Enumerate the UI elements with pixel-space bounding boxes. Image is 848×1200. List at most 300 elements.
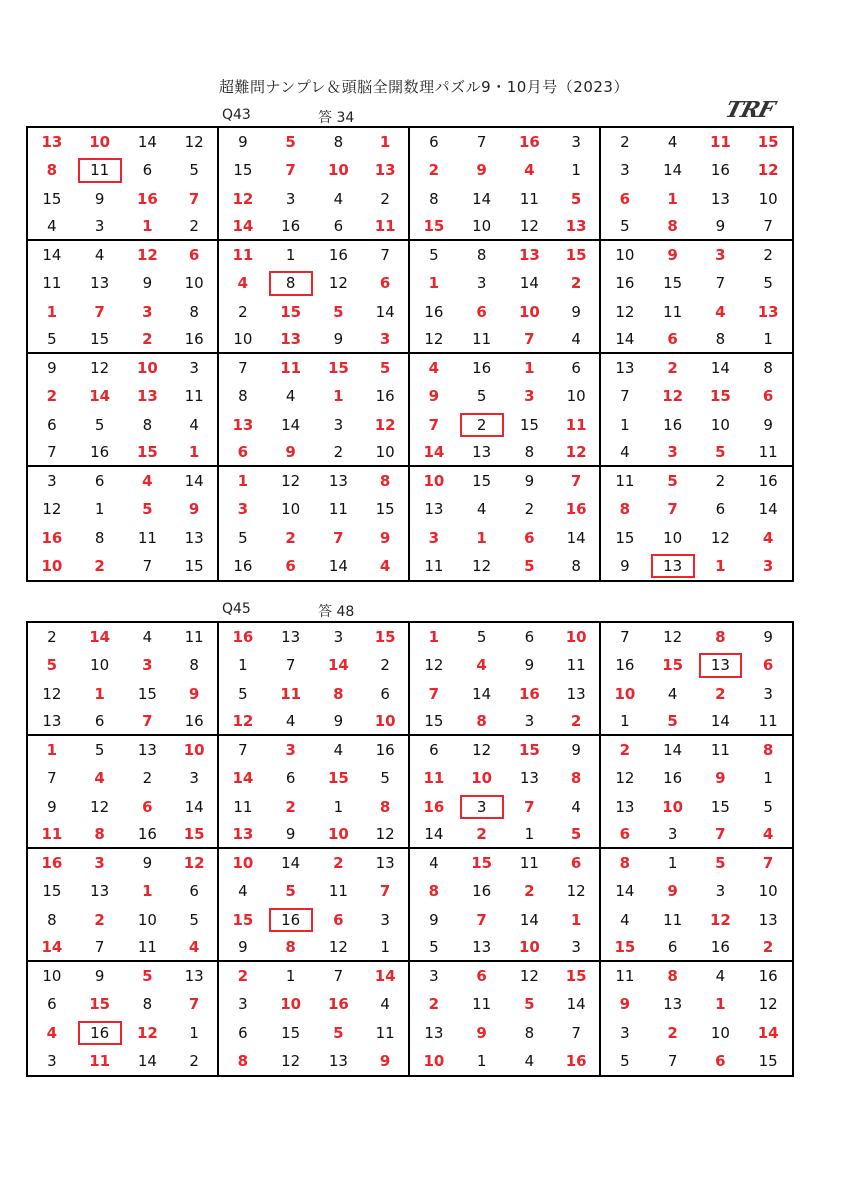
grid-cell: 6: [553, 849, 601, 877]
grid-cell: 7: [142, 556, 153, 575]
grid-cell: 2: [428, 995, 440, 1014]
grid-cell: 1: [715, 995, 726, 1014]
grid-cell: 15: [601, 934, 649, 962]
grid-cell: 11: [42, 274, 62, 293]
grid-cell: 13: [518, 246, 540, 265]
grid-cell: 4: [667, 684, 678, 703]
grid-cell: 15: [663, 274, 683, 293]
grid-cell: 3: [553, 128, 601, 156]
grid-cell: 2: [458, 821, 506, 849]
grid-cell: 13: [424, 500, 444, 519]
grid-cell: 13: [267, 326, 315, 354]
grid-cell: 10: [362, 708, 410, 736]
grid-cell: 1: [285, 246, 296, 265]
grid-cell: 11: [423, 769, 445, 788]
page-title: 超難問ナンプレ＆頭脳全開数理パズル9・10月号（2023）: [219, 78, 629, 96]
grid-cell: 14: [472, 684, 492, 703]
grid-cell: 5: [476, 628, 487, 647]
grid-cell: 7: [762, 854, 774, 873]
grid-cell: 15: [709, 387, 731, 406]
grid-cell: 9: [667, 882, 678, 901]
grid-cell: 13: [615, 797, 635, 816]
grid-cell: 13: [328, 472, 348, 491]
grid-cell: 1: [667, 854, 678, 873]
grid-cell: 2: [763, 246, 773, 265]
grid-cell: 4: [142, 628, 153, 647]
grid-cell: 4: [94, 769, 105, 788]
grid-cell: 3: [362, 326, 410, 354]
grid-cell: 10: [232, 854, 254, 873]
grid-cell: 7: [171, 185, 219, 213]
grid-cell: 11: [744, 439, 792, 467]
grid-cell: 12: [42, 500, 62, 519]
grid-cell: 15: [553, 962, 601, 990]
grid-cell: 16: [124, 821, 172, 849]
grid-cell: 13: [41, 133, 63, 152]
grid-cell: 2: [315, 439, 363, 467]
grid-cell: 16: [327, 995, 349, 1014]
grid-cell: 4: [524, 161, 535, 180]
grid-cell: 2: [362, 185, 410, 213]
grid-cell: 14: [410, 821, 458, 849]
grid-cell: 4: [237, 274, 249, 293]
grid-cell: 6: [219, 439, 267, 467]
grid-cell: 14: [553, 524, 601, 552]
grid-cell: 6: [715, 1051, 726, 1070]
grid-cell: 6: [285, 556, 296, 575]
grid-cell: 14: [327, 656, 349, 675]
grid-cell: 9: [142, 854, 153, 873]
grid-cell: 2: [667, 1023, 678, 1042]
grid-cell: 14: [89, 387, 111, 406]
grid-cell: 3: [285, 741, 296, 760]
grid-cell: 6: [76, 708, 124, 736]
answer-label-2: 答 48: [318, 604, 355, 620]
grid-cell: 12: [362, 411, 410, 439]
grid-cell: 6: [47, 995, 57, 1014]
grid-cell: 16: [41, 528, 63, 547]
grid-cell: 5: [333, 302, 344, 321]
grid-cell: 7: [553, 1019, 601, 1047]
grid-cell: 12: [709, 910, 731, 929]
grid-cell: 12: [710, 528, 730, 547]
grid-cell: 9: [715, 769, 726, 788]
grid-cell: 4: [171, 411, 219, 439]
grid-cell: 15: [327, 769, 349, 788]
grid-cell: 6: [649, 326, 697, 354]
grid-cell: 11: [362, 1019, 410, 1047]
grid-cell: 6: [142, 797, 153, 816]
grid-cell: 10: [758, 882, 778, 901]
grid-cell: 16: [136, 189, 158, 208]
grid-cell: 3: [94, 854, 105, 873]
grid-cell: 1: [333, 387, 344, 406]
grid-cell: 12: [615, 769, 635, 788]
grid-cell: 16: [615, 656, 635, 675]
grid-cell: 16: [76, 439, 124, 467]
grid-cell: 15: [124, 439, 172, 467]
grid-cell: 10: [90, 656, 110, 675]
grid-cell: 10: [281, 500, 301, 519]
grid-cell: 11: [328, 882, 348, 901]
grid-cell: 5: [171, 906, 219, 934]
grid-cell: 3: [362, 906, 410, 934]
grid-cell: 14: [553, 990, 601, 1018]
grid-cell: 16: [232, 628, 254, 647]
grid-cell: 2: [524, 500, 535, 519]
grid-cell: 3: [762, 556, 774, 575]
grid-cell: 16: [41, 854, 63, 873]
grid-cell: 10: [553, 623, 601, 651]
grid-cell: 5: [94, 415, 105, 434]
grid-cell: 8: [506, 439, 554, 467]
grid-cell: 3: [620, 1023, 630, 1042]
grid-cell: 15: [171, 552, 219, 580]
grid-cell: 11: [280, 684, 302, 703]
grid-cell: 5: [667, 472, 678, 491]
grid-cell: 1: [94, 500, 105, 519]
grid-cell: 5: [46, 656, 58, 675]
grid-cell: 10: [280, 995, 302, 1014]
grid-cell: 1: [428, 628, 440, 647]
grid-cell: 6: [649, 934, 697, 962]
grid-cell: 10: [362, 439, 410, 467]
grid-cell: 13: [649, 552, 697, 580]
grid-cell: 14: [137, 1051, 157, 1070]
grid-cell: 11: [472, 995, 492, 1014]
grid-cell: 9: [429, 910, 439, 929]
grid-cell: 11: [615, 472, 635, 491]
grid-cell: 11: [663, 302, 683, 321]
grid-cell: 5: [410, 934, 458, 962]
grid-cell: 5: [601, 213, 649, 241]
grid-cell: 7: [744, 213, 792, 241]
grid-cell: 1: [171, 439, 219, 467]
grid-cell: 1: [553, 906, 601, 934]
grid-cell: 7: [333, 967, 344, 986]
grid-cell: 5: [697, 439, 745, 467]
grid-cell: 3: [333, 628, 344, 647]
grid-cell: 16: [362, 382, 410, 410]
grid-cell: 3: [506, 708, 554, 736]
grid-cell: 1: [620, 415, 630, 434]
grid-cell: 9: [362, 524, 410, 552]
grid-cell: 8: [428, 882, 440, 901]
grid-cell: 8: [619, 854, 631, 873]
grid-cell: 7: [428, 684, 440, 703]
grid-cell: 3: [553, 934, 601, 962]
grid-cell: 1: [553, 156, 601, 184]
grid-cell: 16: [553, 1047, 601, 1075]
grid-cell: 16: [518, 684, 540, 703]
grid-cell: 13: [615, 359, 635, 378]
grid-cell: 6: [362, 269, 410, 297]
grid-cell: 12: [136, 1023, 158, 1042]
grid-cell: 3: [458, 793, 506, 821]
grid-cell: 7: [238, 741, 248, 760]
grid-cell: 5: [715, 854, 726, 873]
grid-cell: 10: [615, 246, 635, 265]
grid-cell: 1: [142, 882, 153, 901]
grid-cell: 16: [758, 967, 778, 986]
grid-cell: 1: [476, 528, 487, 547]
grid-cell: 7: [476, 133, 487, 152]
grid-cell: 10: [518, 302, 540, 321]
grid-cell: 9: [620, 556, 630, 575]
grid-cell: 15: [42, 189, 62, 208]
grid-cell: 3: [524, 387, 535, 406]
grid-cell: 4: [46, 1023, 58, 1042]
grid-cell: 12: [219, 708, 267, 736]
grid-cell: 8: [171, 651, 219, 679]
grid-cell: 3: [649, 439, 697, 467]
grid-cell: 7: [47, 769, 57, 788]
grid-cell: 2: [667, 359, 678, 378]
grid-cell: 7: [476, 910, 487, 929]
grid-cell: 3: [142, 302, 153, 321]
grid-cell: 9: [667, 246, 678, 265]
grid-cell: 11: [744, 708, 792, 736]
grid-cell: 10: [89, 133, 111, 152]
grid-cell: 6: [476, 967, 487, 986]
grid-cell: 15: [233, 161, 253, 180]
grid-cell: 14: [757, 1023, 779, 1042]
grid-cell: 4: [601, 439, 649, 467]
grid-cell: 15: [280, 302, 302, 321]
grid-cell: 8: [267, 934, 315, 962]
grid-cell: 16: [328, 246, 348, 265]
grid-cell: 6: [476, 302, 487, 321]
question-label-2: Q45: [222, 601, 251, 617]
grid-cell: 4: [362, 990, 410, 1018]
grid-cell: 11: [519, 854, 539, 873]
grid-cell: 13: [553, 680, 601, 708]
grid-cell: 4: [715, 302, 726, 321]
grid-cell: 9: [697, 213, 745, 241]
grid-cell: 2: [744, 934, 792, 962]
grid-cell: 1: [237, 472, 249, 491]
grid-cell: 9: [94, 967, 105, 986]
question-label-1: Q43: [222, 107, 251, 123]
grid-cell: 14: [697, 708, 745, 736]
grid-cell: 9: [763, 628, 773, 647]
grid-cell: 1: [506, 821, 554, 849]
grid-cell: 16: [472, 359, 492, 378]
grid-cell: 14: [601, 326, 649, 354]
grid-cell: 11: [28, 821, 76, 849]
grid-cell: 1: [46, 302, 58, 321]
grid-cell: 7: [697, 821, 745, 849]
grid-cell: 3: [333, 415, 344, 434]
grid-cell: 1: [94, 684, 105, 703]
grid-cell: 9: [315, 326, 363, 354]
grid-cell: 13: [697, 651, 745, 679]
grid-cell: 9: [553, 736, 601, 764]
grid-cell: 16: [663, 415, 683, 434]
grid-cell: 4: [94, 246, 105, 265]
grid-cell: 10: [171, 736, 219, 764]
answer-label-1: 答 34: [318, 110, 355, 126]
grid-cell: 15: [472, 472, 492, 491]
grid-cell: 15: [471, 854, 493, 873]
grid-cell: 2: [620, 133, 630, 152]
grid-cell: 13: [328, 1051, 348, 1070]
grid-cell: 15: [362, 623, 410, 651]
grid-cell: 10: [327, 161, 349, 180]
grid-cell: 2: [362, 651, 410, 679]
grid-cell: 11: [233, 797, 253, 816]
grid-cell: 12: [615, 302, 635, 321]
grid-cell: 9: [476, 161, 487, 180]
grid-cell: 5: [524, 556, 535, 575]
grid-cell: 11: [458, 326, 506, 354]
grid-cell: 8: [362, 467, 410, 495]
grid-cell: 15: [42, 882, 62, 901]
grid-cell: 4: [267, 708, 315, 736]
grid-cell: 11: [615, 967, 635, 986]
grid-cell: 4: [476, 500, 487, 519]
grid-cell: 10: [662, 797, 684, 816]
grid-cell: 10: [219, 326, 267, 354]
grid-cell: 12: [171, 128, 219, 156]
grid-cell: 4: [620, 910, 630, 929]
grid-cell: 12: [758, 995, 778, 1014]
grid-cell: 4: [362, 552, 410, 580]
grid-cell: 16: [267, 213, 315, 241]
grid-cell: 15: [281, 1023, 301, 1042]
grid-cell: 13: [90, 274, 110, 293]
grid-cell: 8: [76, 821, 124, 849]
grid-cell: 10: [315, 821, 363, 849]
grid-cell: 7: [362, 877, 410, 905]
grid-cell: 14: [472, 189, 492, 208]
grid-cell: 9: [94, 189, 105, 208]
grid-cell: 5: [476, 387, 487, 406]
grid-cell: 12: [663, 628, 683, 647]
grid-cell: 14: [232, 769, 254, 788]
grid-cell: 6: [333, 910, 344, 929]
grid-cell: 16: [663, 769, 683, 788]
grid-cell: 9: [524, 472, 535, 491]
grid-cell: 2: [46, 387, 58, 406]
grid-cell: 16: [424, 302, 444, 321]
grid-cell: 15: [327, 359, 349, 378]
grid-cell: 1: [362, 934, 410, 962]
grid-cell: 10: [423, 472, 445, 491]
grid-cell: 4: [28, 213, 76, 241]
grid-cell: 12: [328, 274, 348, 293]
grid-cell: 2: [715, 684, 726, 703]
grid-cell: 11: [519, 189, 539, 208]
grid-cell: 13: [171, 524, 219, 552]
grid-cell: 9: [142, 274, 153, 293]
grid-cell: 2: [171, 213, 219, 241]
grid-cell: 9: [315, 708, 363, 736]
grid-cell: 16: [615, 274, 635, 293]
grid-cell: 5: [362, 764, 410, 792]
grid-cell: 4: [142, 472, 153, 491]
grid-cell: 8: [715, 628, 726, 647]
grid-cell: 9: [524, 656, 535, 675]
grid-cell: 16: [710, 161, 730, 180]
grid-cell: 4: [238, 882, 248, 901]
grid-cell: 14: [710, 359, 730, 378]
grid-cell: 10: [663, 528, 683, 547]
grid-cell: 5: [362, 354, 410, 382]
grid-cell: 12: [506, 213, 554, 241]
grid-cell: 5: [333, 1023, 344, 1042]
grid-cell: 10: [423, 1051, 445, 1070]
grid-cell: 5: [763, 274, 773, 293]
grid-cell: 14: [281, 415, 301, 434]
grid-cell: 4: [553, 326, 601, 354]
grid-cell: 14: [171, 793, 219, 821]
grid-cell: 1: [476, 1051, 487, 1070]
grid-cell: 6: [47, 415, 57, 434]
grid-cell: 2: [94, 910, 105, 929]
grid-cell: 2: [333, 854, 344, 873]
grid-cell: 14: [89, 628, 111, 647]
grid-cell: 1: [524, 359, 535, 378]
grid-cell: 8: [267, 269, 315, 297]
grid-cell: 3: [171, 354, 219, 382]
grid-cell: 3: [763, 684, 773, 703]
grid-cell: 4: [553, 793, 601, 821]
grid-cell: 14: [663, 161, 683, 180]
grid-cell: 16: [758, 472, 778, 491]
grid-cell: 11: [124, 934, 172, 962]
grid-cell: 3: [428, 528, 440, 547]
grid-cell: 5: [238, 528, 248, 547]
grid-cell: 5: [524, 995, 535, 1014]
grid-cell: 4: [476, 656, 487, 675]
grid-cell: 3: [285, 189, 296, 208]
grid-cell: 15: [662, 656, 684, 675]
grid-cell: 6: [601, 821, 649, 849]
grid-cell: 2: [619, 741, 631, 760]
grid-cell: 13: [362, 849, 410, 877]
signature: TRF: [722, 97, 777, 123]
sudoku-grid-q45: [26, 621, 794, 1077]
grid-cell: 2: [124, 326, 172, 354]
grid-cell: 12: [553, 439, 601, 467]
grid-cell: 14: [519, 274, 539, 293]
grid-cell: 15: [757, 133, 779, 152]
grid-cell: 16: [518, 133, 540, 152]
grid-cell: 15: [553, 241, 601, 269]
grid-cell: 8: [46, 161, 58, 180]
grid-cell: 5: [142, 967, 153, 986]
grid-cell: 15: [232, 910, 254, 929]
grid-cell: 2: [142, 769, 153, 788]
grid-cell: 16: [267, 906, 315, 934]
grid-cell: 13: [519, 769, 539, 788]
grid-cell: 9: [171, 495, 219, 523]
grid-cell: 14: [137, 133, 157, 152]
grid-cell: 4: [762, 528, 774, 547]
grid-cell: 8: [362, 793, 410, 821]
grid-cell: 1: [124, 213, 172, 241]
grid-cell: 10: [758, 189, 778, 208]
grid-cell: 15: [518, 741, 540, 760]
grid-cell: 3: [142, 656, 153, 675]
grid-cell: 8: [762, 741, 774, 760]
grid-cell: 6: [362, 680, 410, 708]
grid-cell: 10: [710, 1023, 730, 1042]
grid-cell: 5: [285, 133, 296, 152]
grid-cell: 16: [171, 326, 219, 354]
grid-cell: 6: [171, 241, 219, 269]
